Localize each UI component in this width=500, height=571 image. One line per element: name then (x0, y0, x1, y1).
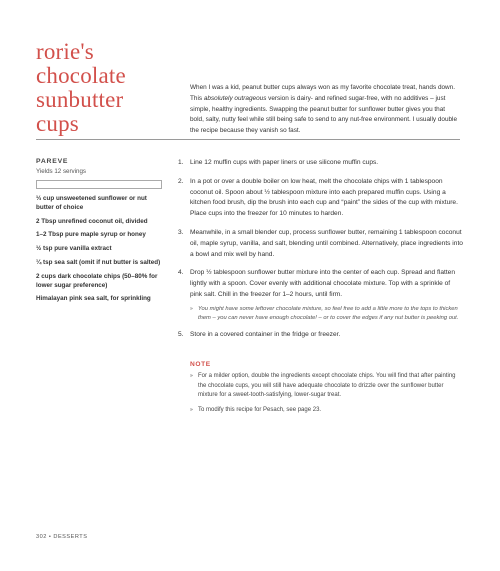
page-footer: 302 • DESSERTS (36, 534, 88, 540)
note-bullet-icon: » (190, 406, 193, 413)
step-tip (190, 305, 464, 323)
step-item (178, 228, 464, 260)
category-label: PAREVE (36, 158, 69, 165)
step-number: 4. (178, 269, 184, 277)
step-item (178, 268, 464, 322)
note-heading: NOTE (190, 361, 211, 368)
ingredient-item: 2 Tbsp unrefined coconut oil, divided (36, 217, 148, 225)
ingredient-list (36, 195, 166, 304)
note-item (190, 406, 462, 416)
title-line: rorie's (36, 39, 94, 64)
step-text: Drop ½ tablespoon sunflower butter mixture into the center of each cup. Spread and flatten lightly with a spoon. Cover evenly with additional chocolate mixture. Top with a sprinkle of pink salt. Chill in the freezer for 1–2 hours, until firm. (190, 269, 456, 298)
yield-text: Yields 12 servings (36, 168, 86, 175)
ingredient-item: Himalayan pink sea salt, for sprinkling (36, 295, 151, 303)
step-number: 1. (178, 159, 184, 166)
yield-divider-box (36, 180, 162, 189)
note-item (190, 372, 462, 401)
step-number: 3. (178, 228, 184, 236)
note-text: To modify this recipe for Pesach, see page 23. (198, 406, 322, 413)
title-line: sunbutter (36, 87, 124, 112)
step-text: Store in a covered container in the fridge or freezer. (190, 331, 341, 339)
note-bullet-icon: » (190, 373, 193, 379)
tip-bullet-icon: » (190, 305, 193, 312)
step-number: 2. (178, 177, 184, 185)
step-text: Line 12 muffin cups with paper liners or use silicone muffin cups. (190, 159, 379, 166)
ingredient-item: ¼ tsp sea salt (omit if nut butter is salted) (36, 258, 161, 266)
section-divider (36, 139, 460, 140)
step-item (178, 177, 464, 220)
ingredients-sidebar (36, 158, 166, 309)
recipe-title (36, 40, 186, 136)
step-text: Meanwhile, in a small blender cup, process sunflower butter, remaining 1 tablespoon coconut oil, maple syrup, vanilla, and salt, blending until combined. Alternatively, place ingredients into a bowl and mix well by hand. (190, 228, 463, 258)
intro-text: When I was a kid, peanut butter cups always won as my favorite chocolate treat, hands down. This (190, 84, 455, 102)
recipe-note (190, 361, 462, 420)
ingredient-item: ½ tsp pure vanilla extract (36, 245, 112, 253)
step-text: In a pot or over a double boiler on low heat, melt the chocolate chips with 1 tablespoon coconut oil. Spoon about ½ tablespoon mixture into each prepared muffin cups. Using a kitchen food brush, dip the brush into each cup and “paint” the sides of the cup with mixture. Place cups into the freezer for 10 minutes to harden. (190, 177, 458, 218)
tip-text: You might have some leftover chocolate mixture, so feel free to add a little more to the tops to thicken them – you can never have enough chocolate! – or to cover the edges if any nut butter is peeking out. (198, 305, 459, 321)
intro-emphasis: absolutely outrageous (203, 94, 267, 102)
title-line: cups (36, 111, 79, 136)
instruction-steps (178, 158, 464, 341)
note-text: For a milder option, double the ingredients except chocolate chips. You will find that after painting the chocolate cups, you will still have adequate chocolate to drizzle over the sunflower butter mixture for a sweet-tooth-satisfying, lower-sugar treat. (198, 373, 456, 399)
ingredient-item: 1–2 Tbsp pure maple syrup or honey (36, 231, 146, 239)
title-line: chocolate (36, 63, 126, 88)
ingredient-item: ⅓ cup unsweetened sunflower or nut butter of choice (36, 195, 147, 211)
recipe-intro (190, 83, 460, 137)
intro-text: version is dairy- and refined sugar-free, with no additives – just simple, healthy ingredients. Swapping the peanut butter for sunflower butter gives you that bold, salty, nutty feel while still being safe to send to any nut-free environment. I usually double the recipe because they vanish so fast. (190, 94, 458, 135)
step-item (178, 330, 464, 341)
ingredient-item: 2 cups dark chocolate chips (50–80% for lower sugar preference) (36, 272, 158, 289)
step-item (178, 158, 464, 169)
step-number: 5. (178, 331, 184, 339)
